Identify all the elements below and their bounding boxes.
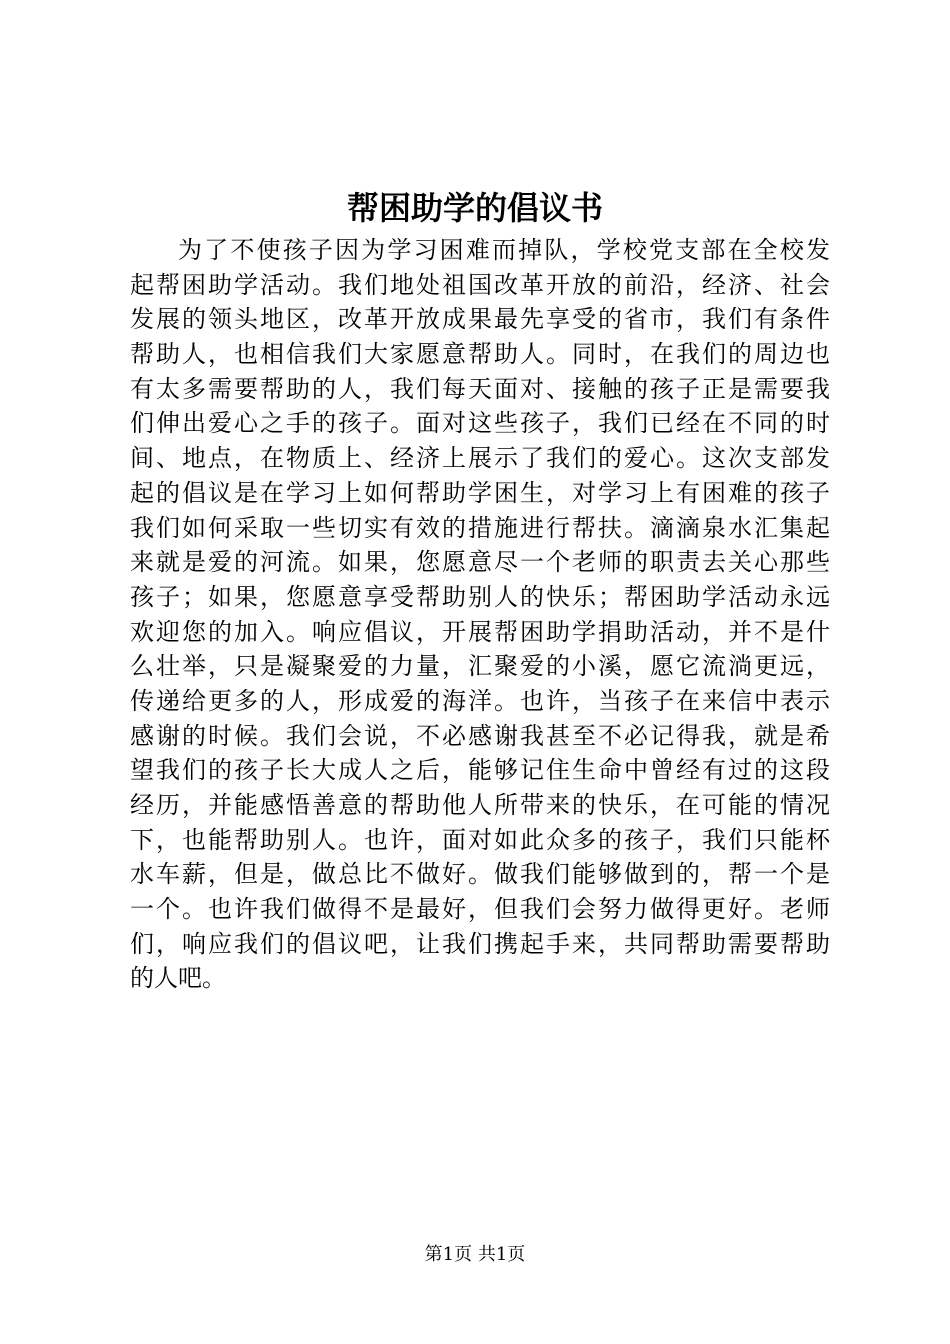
body-line: 来就是爱的河流。如果，您愿意尽一个老师的职责去关心那些 bbox=[130, 548, 830, 577]
body-line: 发展的领头地区，改革开放成果最先享受的省市，我们有条件 bbox=[130, 305, 830, 334]
body-line: 的人吧。 bbox=[130, 964, 226, 993]
body-line: 经历，并能感悟善意的帮助他人所带来的快乐，在可能的情况 bbox=[130, 791, 830, 819]
body-line: 欢迎您的加入。响应倡议，开展帮困助学捐助活动，并不是什 bbox=[130, 617, 830, 646]
body-line: 们伸出爱心之手的孩子。面对这些孩子，我们已经在不同的时 bbox=[130, 409, 830, 438]
body-line: 下，也能帮助别人。也许，面对如此众多的孩子，我们只能杯 bbox=[130, 825, 830, 854]
body-line: 有太多需要帮助的人，我们每天面对、接触的孩子正是需要我 bbox=[130, 374, 830, 403]
body-line: 起的倡议是在学习上如何帮助学困生，对学习上有困难的孩子 bbox=[130, 478, 830, 507]
page-footer: 第1页 共1页 bbox=[424, 1244, 526, 1265]
body-line: 传递给更多的人，形成爱的海洋。也许，当孩子在来信中表示 bbox=[130, 686, 830, 715]
document-body bbox=[130, 233, 830, 996]
body-line: 为了不使孩子因为学习困难而掉队，学校党支部在全校发 bbox=[178, 236, 830, 264]
body-line: 起帮困助学活动。我们地处祖国改革开放的前沿，经济、社会 bbox=[130, 270, 830, 299]
body-line: 们，响应我们的倡议吧，让我们携起手来，共同帮助需要帮助 bbox=[130, 929, 830, 958]
body-line: 望我们的孩子长大成人之后，能够记住生命中曾经有过的这段 bbox=[130, 756, 830, 785]
body-line: 么壮举，只是凝聚爱的力量，汇聚爱的小溪，愿它流淌更远， bbox=[130, 652, 830, 681]
body-line: 一个。也许我们做得不是最好，但我们会努力做得更好。老师 bbox=[130, 895, 830, 924]
body-line: 我们如何采取一些切实有效的措施进行帮扶。滴滴泉水汇集起 bbox=[130, 513, 830, 542]
body-line: 水车薪，但是，做总比不做好。做我们能够做到的，帮一个是 bbox=[130, 860, 830, 889]
body-line: 间、地点，在物质上、经济上展示了我们的爱心。这次支部发 bbox=[130, 444, 830, 473]
body-line: 感谢的时候。我们会说，不必感谢我甚至不必记得我，就是希 bbox=[130, 721, 830, 750]
body-line: 帮助人，也相信我们大家愿意帮助人。同时，在我们的周边也 bbox=[130, 340, 830, 369]
body-line: 孩子；如果，您愿意享受帮助别人的快乐；帮困助学活动永远 bbox=[130, 582, 830, 611]
document-title: 帮困助学的倡议书 bbox=[346, 189, 603, 227]
